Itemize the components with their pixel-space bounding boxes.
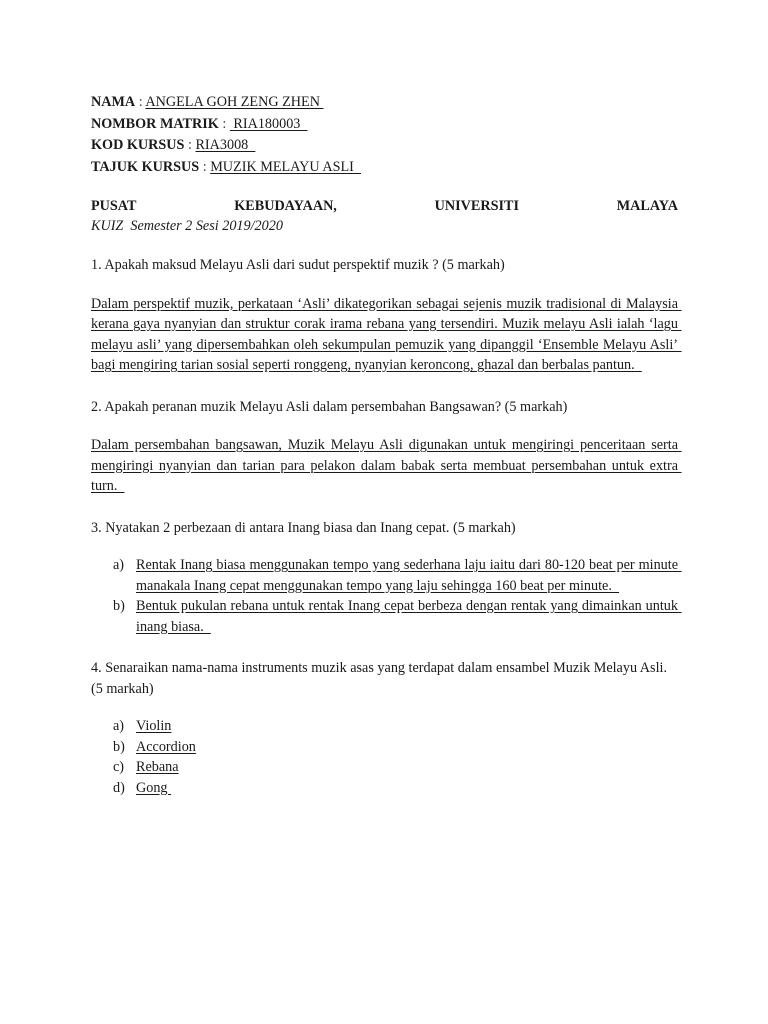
answer-3-list — [91, 555, 682, 637]
quiz-semester-line: KUIZ Semester 2 Sesi 2019/2020 — [91, 218, 283, 234]
name-separator: : — [135, 94, 146, 110]
list-item — [91, 716, 678, 737]
list-item-text: Violin — [136, 718, 172, 734]
document-page — [91, 92, 682, 798]
list-item-text: Rebana — [136, 759, 179, 775]
matric-label: NOMBOR MATRIK — [91, 115, 219, 132]
course-code-separator: : — [184, 137, 196, 153]
institution-word: UNIVERSITI — [434, 198, 519, 214]
list-marker: d) — [113, 779, 125, 796]
answer-1: Dalam perspektif muzik, perkataan ‘Asli’ dikategorikan sebagai sejenis muzik tradisional di Malaysia kerana gaya nyanyian dan struktur corak irama rebana yang tersendiri. Muzik melayu Asli ialah ‘lagu melayu asli’ yang dipersembahkan oleh sekumpulan pemuzik yang dipanggil ‘Ensemble Melayu Asli’ bagi mengiring tarian sosial seperti ronggeng, nyanyian keroncong, ghazal dan berbalas pantun. — [91, 295, 682, 373]
list-marker: b) — [113, 598, 125, 614]
list-item-text: Bentuk pukulan rebana untuk rentak Inang cepat berbeza dengan rentak yang dimainkan untuk inang biasa. — [136, 598, 682, 635]
student-name-line — [91, 92, 678, 114]
course-title-separator: : — [199, 158, 211, 175]
list-marker: b) — [113, 738, 125, 755]
list-marker: c) — [113, 759, 125, 775]
name-value: ANGELA GOH ZENG ZHEN — [145, 94, 324, 110]
institution-word: MALAYA — [616, 198, 678, 214]
course-title-label: TAJUK KURSUS — [91, 158, 200, 175]
course-code-label: KOD KURSUS — [91, 137, 185, 153]
name-label: NAMA — [91, 94, 136, 110]
question-4: 4. Senaraikan nama-nama instruments muzik asas yang terdapat dalam ensambel Muzik Melayu Asli. (5 markah) — [91, 660, 668, 697]
list-item — [91, 596, 682, 637]
list-item — [91, 737, 678, 758]
institution-line — [91, 196, 678, 216]
list-item — [91, 555, 682, 596]
question-1: 1. Apakah maksud Melayu Asli dari sudut perspektif muzik ? (5 markah) — [91, 257, 505, 273]
institution-word: PUSAT — [91, 198, 137, 214]
list-marker: a) — [113, 718, 125, 734]
question-3: 3. Nyatakan 2 perbezaan di antara Inang biasa dan Inang cepat. (5 markah) — [91, 519, 516, 536]
course-code-value: RIA3008 — [195, 137, 256, 153]
answer-2: Dalam persembahan bangsawan, Muzik Melayu Asli digunakan untuk mengiringi penceritaan serta mengiringi nyanyian dan tarian para pelakon dalam babak serta membuat persembahan untuk extra turn. — [91, 437, 682, 494]
list-item-text: Gong — [136, 779, 172, 796]
course-title-value: MUZIK MELAYU ASLI — [210, 158, 361, 175]
answer-4-list — [91, 716, 678, 798]
course-code-line — [91, 135, 678, 157]
list-item-text: Accordion — [136, 738, 196, 755]
institution-word: KEBUDAYAAN, — [234, 198, 337, 214]
list-item-text: Rentak Inang biasa menggunakan tempo yang sederhana laju iaitu dari 80-120 beat per minute manakala Inang cepat menggunakan tempo yang laju sehingga 160 beat per minute. — [136, 557, 682, 594]
list-marker: a) — [113, 557, 125, 573]
course-title-line — [91, 157, 678, 179]
matric-separator: : — [218, 115, 230, 132]
list-item — [91, 778, 678, 799]
matric-value: RIA180003 — [229, 115, 308, 132]
question-2: 2. Apakah peranan muzik Melayu Asli dalam persembahan Bangsawan? (5 markah) — [91, 398, 568, 415]
matric-number-line — [91, 114, 678, 136]
list-item — [91, 757, 678, 778]
